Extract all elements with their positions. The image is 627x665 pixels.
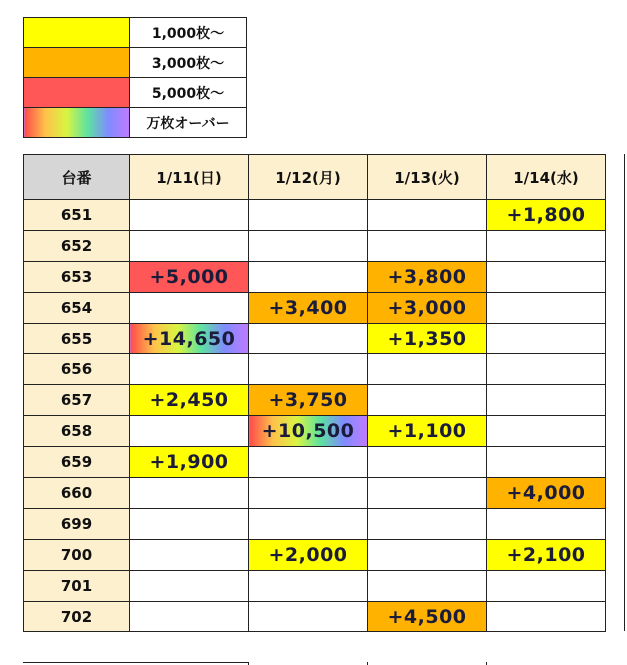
- date-header: 1/11(日): [130, 155, 249, 200]
- machine-number: 659: [24, 447, 130, 478]
- machine-number: 701: [24, 570, 130, 601]
- payout-cell: +3,000: [368, 292, 487, 323]
- payout-cell: [368, 447, 487, 478]
- table-row: [24, 292, 606, 323]
- table-row: [24, 601, 606, 632]
- payout-cell: [249, 478, 368, 509]
- payout-cell: +1,350: [368, 323, 487, 354]
- payout-cell: [368, 478, 487, 509]
- table-row: [24, 200, 606, 231]
- machine-number: 700: [24, 539, 130, 570]
- payout-cell: [368, 539, 487, 570]
- payout-cell: [249, 200, 368, 231]
- payout-cell: [487, 292, 606, 323]
- legend-label: 1,000枚～: [130, 18, 247, 48]
- payout-cell: [487, 447, 606, 478]
- table-row: [24, 570, 606, 601]
- payout-cell: [130, 539, 249, 570]
- payout-cell: [487, 570, 606, 601]
- bottom-partial-line: [23, 662, 248, 663]
- machine-number: 657: [24, 385, 130, 416]
- payout-cell: [368, 354, 487, 385]
- legend-row: [24, 48, 247, 78]
- color-legend: [23, 17, 247, 138]
- header-row: [24, 155, 606, 200]
- machine-number: 652: [24, 230, 130, 261]
- legend-row: [24, 108, 247, 138]
- machine-number-header: 台番: [24, 155, 130, 200]
- payout-cell: +5,000: [130, 261, 249, 292]
- machine-number: 654: [24, 292, 130, 323]
- table-row: [24, 323, 606, 354]
- results-table: [23, 154, 606, 632]
- table-row: [24, 539, 606, 570]
- payout-cell: [130, 478, 249, 509]
- payout-cell: [249, 508, 368, 539]
- table-row: [24, 508, 606, 539]
- payout-cell: [368, 200, 487, 231]
- table-row: [24, 416, 606, 447]
- payout-cell: [487, 385, 606, 416]
- payout-cell: +1,900: [130, 447, 249, 478]
- payout-cell: [249, 354, 368, 385]
- payout-cell: [368, 385, 487, 416]
- table-row: [24, 261, 606, 292]
- table-row: [24, 230, 606, 261]
- payout-cell: [249, 601, 368, 632]
- payout-cell: [130, 416, 249, 447]
- payout-cell: [249, 447, 368, 478]
- payout-cell: [487, 261, 606, 292]
- payout-cell: [487, 230, 606, 261]
- payout-cell: +2,000: [249, 539, 368, 570]
- payout-cell: [487, 508, 606, 539]
- date-header: 1/14(水): [487, 155, 606, 200]
- payout-cell: +2,100: [487, 539, 606, 570]
- legend-row: [24, 78, 247, 108]
- payout-cell: [130, 200, 249, 231]
- payout-cell: [368, 570, 487, 601]
- payout-cell: +10,500: [249, 416, 368, 447]
- legend-swatch-yellow: [24, 18, 130, 48]
- payout-cell: [130, 601, 249, 632]
- payout-cell: +2,450: [130, 385, 249, 416]
- right-border-line: [624, 154, 625, 631]
- legend-swatch-rainbow: [24, 108, 130, 138]
- payout-cell: [249, 323, 368, 354]
- date-header: 1/13(火): [368, 155, 487, 200]
- payout-cell: +4,000: [487, 478, 606, 509]
- legend-label: 3,000枚～: [130, 48, 247, 78]
- payout-cell: [487, 416, 606, 447]
- legend-swatch-red: [24, 78, 130, 108]
- payout-cell: +1,800: [487, 200, 606, 231]
- payout-cell: [368, 230, 487, 261]
- machine-number: 660: [24, 478, 130, 509]
- payout-cell: [249, 230, 368, 261]
- legend-label: 5,000枚～: [130, 78, 247, 108]
- payout-cell: +1,100: [368, 416, 487, 447]
- machine-number: 655: [24, 323, 130, 354]
- machine-number: 702: [24, 601, 130, 632]
- machine-number: 656: [24, 354, 130, 385]
- table-row: [24, 354, 606, 385]
- payout-cell: +14,650: [130, 323, 249, 354]
- machine-number: 651: [24, 200, 130, 231]
- payout-cell: +3,400: [249, 292, 368, 323]
- payout-cell: [130, 354, 249, 385]
- date-header: 1/12(月): [249, 155, 368, 200]
- payout-cell: [130, 570, 249, 601]
- payout-cell: [249, 261, 368, 292]
- machine-number: 658: [24, 416, 130, 447]
- payout-cell: [130, 230, 249, 261]
- payout-cell: [487, 354, 606, 385]
- table-row: [24, 385, 606, 416]
- table-row: [24, 478, 606, 509]
- payout-cell: [249, 570, 368, 601]
- legend-swatch-orange: [24, 48, 130, 78]
- payout-cell: +3,800: [368, 261, 487, 292]
- payout-cell: [487, 601, 606, 632]
- payout-cell: +3,750: [249, 385, 368, 416]
- table-row: [24, 447, 606, 478]
- payout-cell: [368, 508, 487, 539]
- payout-cell: +4,500: [368, 601, 487, 632]
- legend-label: 万枚オーバー: [130, 108, 247, 138]
- payout-cell: [130, 292, 249, 323]
- payout-cell: [130, 508, 249, 539]
- legend-row: [24, 18, 247, 48]
- machine-number: 699: [24, 508, 130, 539]
- payout-cell: [487, 323, 606, 354]
- machine-number: 653: [24, 261, 130, 292]
